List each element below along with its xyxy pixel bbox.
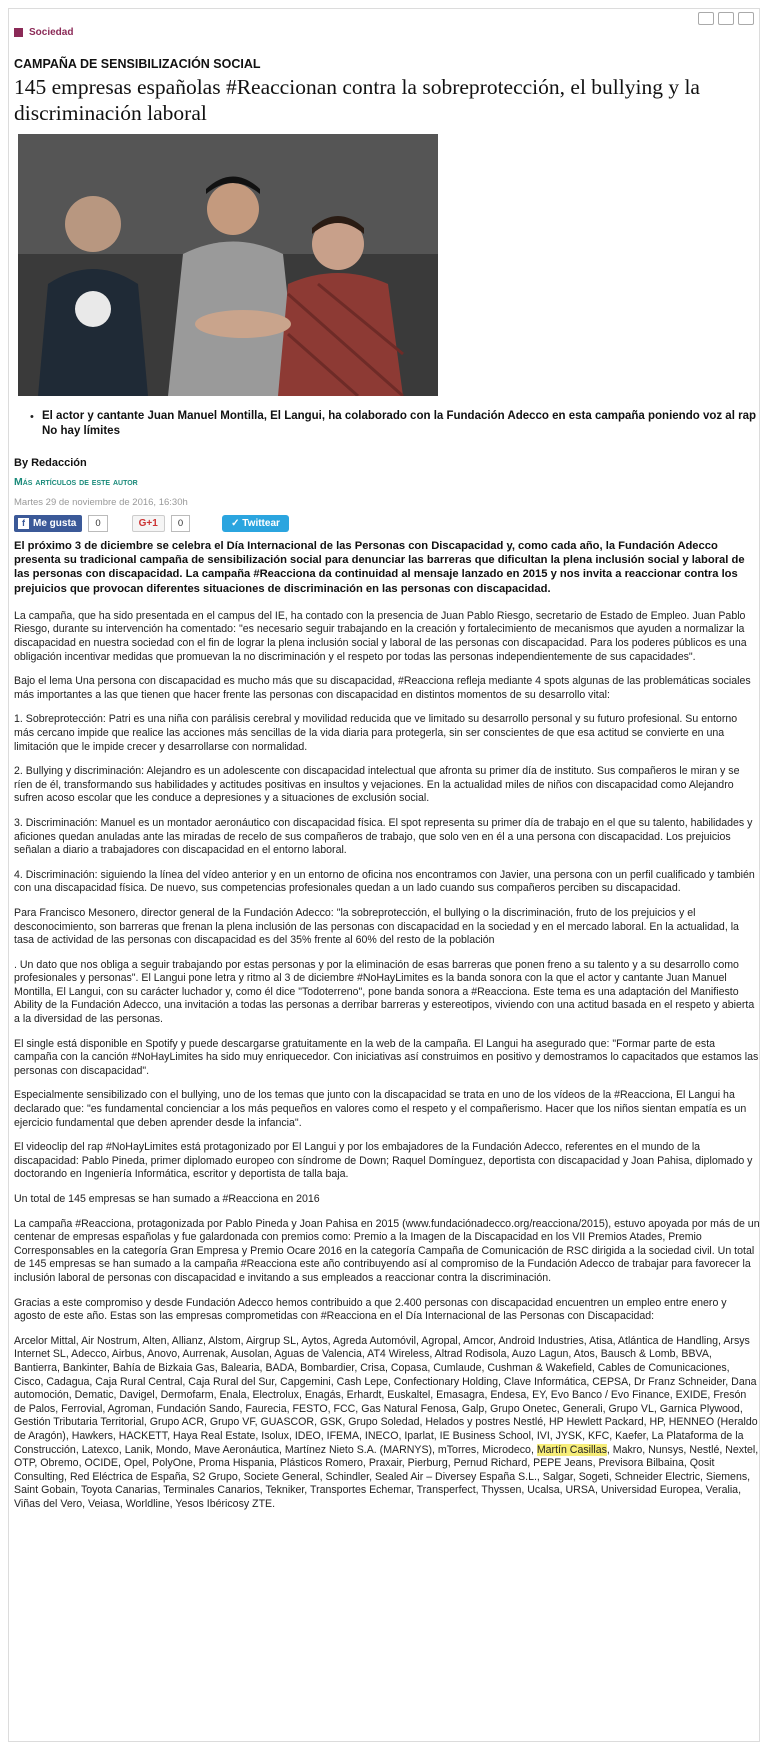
photo-image — [18, 134, 438, 396]
author-byline: By Redacción — [14, 457, 87, 469]
paragraph: 3. Discriminación: Manuel es un montador aeronáutico con discapacidad física. El spot representa su primer día de trabajo en el que su talento, habilidades y aficiones quedan anuladas ante las miradas de recelo de sus compañeros de trabajo, que solo ven en él a una persona con discapacidad. Los prejuicios señalan a diario a trabajadores con discapacidad en el entorno laboral. — [14, 816, 753, 857]
google-plus-count: 0 — [171, 515, 190, 532]
paragraph: 2. Bullying y discriminación: Alejandro es un adolescente con discapacidad intelectual que afronta su primer día de instituto. Sus compañeros le miran y se ríen de él, transformando sus habilidades y actitudes positivas en insultos y vejaciones. En la actualidad miles de niños con discapacidad como Alejandro sufren acoso escolar que les conduce a depresiones y a situaciones de exclusión social. — [14, 765, 740, 805]
facebook-like-label: Me gusta — [33, 518, 77, 529]
paragraph: Especialmente sensibilizado con el bullying, uno de los temas que junto con la discapacidad se trata en uno de los vídeos de la #Reacciona, El Langui ha declarado que: "es fundamental concienciar a los más pequeños en valores como el respeto y el compañerismo. Hacer que los niños sientan empatía es un ejercicio fundamental que deben aprender desde la infancia". — [14, 1089, 747, 1129]
twitter-button[interactable] — [222, 515, 289, 532]
google-plus-button[interactable]: G+1 — [132, 515, 165, 532]
paragraph: La campaña, que ha sido presentada en el campus del IE, ha contado con la presencia de Juan Pablo Riesgo, secretario de Estado de Empleo. Juan Pablo Riesgo, durante su intervención ha comentado: "es necesario seguir trabajando en la creación y fortalecimiento de mecanismos que ayuden a normalizar la discapacidad en nuestra sociedad con el fin de lograr la plena inclusión social y laboral de las personas con discapacidad. Para los poderes públicos es una obligación incentivar medidas que promuevan la no discriminación y el respeto por todas las personas independientemente de sus capacidades". — [14, 609, 747, 663]
facebook-like-button[interactable] — [14, 515, 82, 532]
article-lead: El próximo 3 de diciembre se celebra el Día Internacional de las Personas con Discapacidad y, como cada año, la Fundación Adecco presenta su tradicional campaña de sensibilización social para denunciar las barreras que dificultan la plena inclusión social y laboral de las personas con discapacidad. La campaña #Reacciona da continuidad al mensaje lanzado en 2015 y nos invita a reaccionar contra los prejuicios que provocan diferentes situaciones de discriminación en las personas con discapacidad. — [14, 540, 745, 595]
publish-date: Martes 29 de noviembre de 2016, 16:30h — [14, 497, 188, 508]
comment-icon[interactable] — [698, 12, 714, 25]
photo-caption: El actor y cantante Juan Manuel Montilla, El Langui, ha colaborado con la Fundación Adecco en esta campaña poniendo voz al rap No hay límites — [42, 410, 756, 437]
article-photo — [18, 134, 438, 396]
subheading-paragraph: Un total de 145 empresas se han sumado a #Reacciona en 2016 — [14, 1193, 320, 1205]
paragraph: Bajo el lema Una persona con discapacidad es mucho más que su discapacidad, #Reacciona refleja mediante 4 spots algunas de las problemáticas sociales más importantes a las que tienen que hacer frente las personas con discapacidad en distintos momentos de su desarrollo vital: — [14, 675, 751, 701]
article-kicker: CAMPAÑA DE SENSIBILIZACIÓN SOCIAL — [14, 57, 261, 71]
twitter-icon: ✓ — [231, 518, 243, 529]
highlighted-company: Martín Casillas — [536, 1443, 607, 1456]
section-marker-icon — [14, 28, 23, 37]
paragraph: Gracias a este compromiso y desde Fundación Adecco hemos contribuido a que 2.400 personas con discapacidad encuentren un empleo entre enero y agosto de este año. Estas son las empresas comprometidas con #Reacciona en el Día Internacional de las Personas con Discapacidad: — [14, 1296, 727, 1323]
companies-list-part-b: , Makro, Nunsys, Nestlé, Nextel, OTP, Obremo, OCIDE, Opel, PolyOne, Proma Hispania, Plásticos Romero, Praxair, Pierburg, Pernud Richard, PEPE Jeans, Previsora Bilbaina, Qosit Consulting, Red Eléctrica de España, S2 Grupo, Societe General, Schindler, Sealed Air – Diversey España S.L., Salgar, Sogeti, Schneider Electric, Siemens, Saint Gobain, Toyota Canarias, Terminales Canarios, Tekniker, Transportes Echemar, Transperfect, Thyssen, Ucalsa, URSA, Universidad Europea, Veralia, Viñas del Vero, Veiasa, Worldline, Yesos Ibéricosy ZTE. — [14, 1443, 759, 1510]
paragraph: . Un dato que nos obliga a seguir trabajando por estas personas y por la eliminación de esas barreras que ponen freno a su talento y a su desarrollo como profesionales y personas". El Langui pone letra y ritmo al 3 de diciembre #NoHayLimites es la banda sonora con la que el actor y cantante Juan Manuel Montilla, El Langui, con su carácter luchador y, como él dice "Todoterreno", pone banda sonora a #Reacciona. Este tema es una adaptación del Manifiesto Ability de la Fundación Adecco, una invitación a todas las personas a derribar barreras y estereotipos, viviendo con una actitud basada en el respeto y abierta a la diversidad de las personas. — [14, 958, 755, 1026]
paragraph: El single está disponible en Spotify y puede descargarse gratuitamente en la web de la campaña. El Langui ha asegurado que: "Formar parte de esta campaña con la canción #NoHayLimites ha sido muy enriquecedor. Con iniciativas así construimos en positivo y demostramos lo capacitados que estamos las personas con discapacidad". — [14, 1037, 759, 1077]
paragraph: Para Francisco Mesonero, director general de la Fundación Adecco: "la sobreprotección, el bullying o la discriminación, fruto de los prejuicios y el desconocimiento, son barreras que frenan la plena inclusión de las personas con discapacidad en la sociedad y en el mercado laboral. En la actualidad, la tasa de actividad de las personas con discapacidad es del 35% frente al 60% del resto de la población — [14, 906, 739, 947]
caption-bullet-icon: • — [30, 411, 34, 423]
article-body — [14, 539, 760, 1522]
article-headline: 145 empresas españolas #Reaccionan contra la sobreprotección, el bullying y la discriminación laboral — [14, 75, 700, 125]
print-icon[interactable] — [738, 12, 754, 25]
paragraph: 1. Sobreprotección: Patri es una niña con parálisis cerebral y movilidad reducida que ve limitado su desarrollo personal y su futuro profesional. Su entorno más cercano impide que realice las acciones más sencillas de la vida diaria para protegerla, sin ser conscientes de que esa actitud se convierte en una limitación que le impide crecer y desarrollarse con normalidad. — [14, 713, 738, 753]
section-label[interactable]: Sociedad — [29, 27, 74, 38]
section-bar — [14, 27, 73, 38]
paragraph: El videoclip del rap #NoHayLimites está protagonizado por El Langui y por los embajadores de la Fundación Adecco, referentes en el mundo de la discapacidad: Pablo Pineda, primer diplomado europeo con síndrome de Down; Raquel Domínguez, deportista con discapacidad y Joan Pahisa, diplomado y doctorando en Ingeniería Informática, escritor y deportista de talla baja. — [14, 1141, 753, 1181]
facebook-icon: f — [18, 518, 29, 529]
companies-list — [14, 1335, 760, 1512]
article-tools — [698, 12, 754, 25]
paragraph: 4. Discriminación: siguiendo la línea del vídeo anterior y en un entorno de oficina nos encontramos con Javier, una persona con un perfil cualificado y también con una discapacidad física. De nuevo, sus competencias profesionales quedan a un lado cuando sus compañeros perciben su discapacidad. — [14, 868, 755, 895]
social-buttons — [14, 515, 289, 532]
companies-list-part-a: Arcelor Mittal, Air Nostrum, Alten, Allianz, Alstom, Airgrup SL, Aytos, Agreda Automóvil, Agropal, Amcor, Android Industries, Atisa, Atlántica de Handling, Arsys Internet SL, Adecco, Airbus, Anovo, Aurrenak, Ausolan, Aguas de Valencia, AT4 Wireless, Altrad Rodisola, Auzo Lagun, Atos, Bausch & Lomb, BBVA, Bantierra, Bankinter, Bahía de Bizkaia Gas, Balearia, BADA, Bombardier, Crisa, Copasa, Cumlaude, Cushman & Wakefield, Cables de Comunicaciones, Cisco, Cadagua, Caja Rural Central, Caja Rural del Sur, Capgemini, Cash Lepe, Confectionary Holding, Clave Informática, CEPSA, Dr Franz Schneider, Dana automoción, Dematic, Davigel, Dermofarm, Enala, Electrolux, Enagás, Erhardt, Euskaltel, Emasagra, Endesa, EY, Evo Banco / Evo Finance, EXIDE, Fresón de Palos, Ferrovial, Agroman, Fundación Sando, Faurecia, FESTO, FCC, Gas Natural Fenosa, Galp, Grupo Onetec, Generali, Grupo VL, Garnica Plywood, Gestión Tributaria Territorial, Grupo ACR, Grupo VF, GUASCOR, GSK, Grupo Soledad, Helados y postres Nestlé, HP Hewlett Packard, HP, HENNEO (Heraldo de Aragón), Hawkers, HACKETT, Haya Real Estate, Isolux, IDEO, IFEMA, INECO, Iparlat, IE Business School, IVI, JYSK, KFC, Kaefer, La Plataforma de la Construcción, Latexco, Lanik, Mondo, Mave Aeronáutica, Martínez Nieto S.A. (MARNYS), mTorres, Microdeco, — [14, 1334, 758, 1456]
paragraph: La campaña #Reacciona, protagonizada por Pablo Pineda y Joan Pahisa en 2015 (www.fundaciónadecco.org/reacciona/2015), estuvo apoyada por más de un centenar de empresas españolas y fue galardonada con premios como: Premio a la Imagen de la Discapacidad en los VII Premios Atades, Premio Corresponsables en la categoría Gran Empresa y Premio Ocare 2016 en la categoría Campaña de Comunicación de RSC dirigida a la sociedad civil. Un total de 145 empresas se han sumado a la campaña #Reacciona este año contribuyendo así al compromiso de la Fundación Adecco de trabajar para favorecer la inclusión laboral de personas con discapacidad e invitando a sus empleados a reaccionar contra la discriminación. — [14, 1217, 760, 1284]
more-articles-link[interactable]: Más artículos de este autor — [14, 476, 138, 488]
email-icon[interactable] — [718, 12, 734, 25]
twitter-label: Twittear — [242, 518, 280, 529]
facebook-like-count: 0 — [88, 515, 107, 532]
